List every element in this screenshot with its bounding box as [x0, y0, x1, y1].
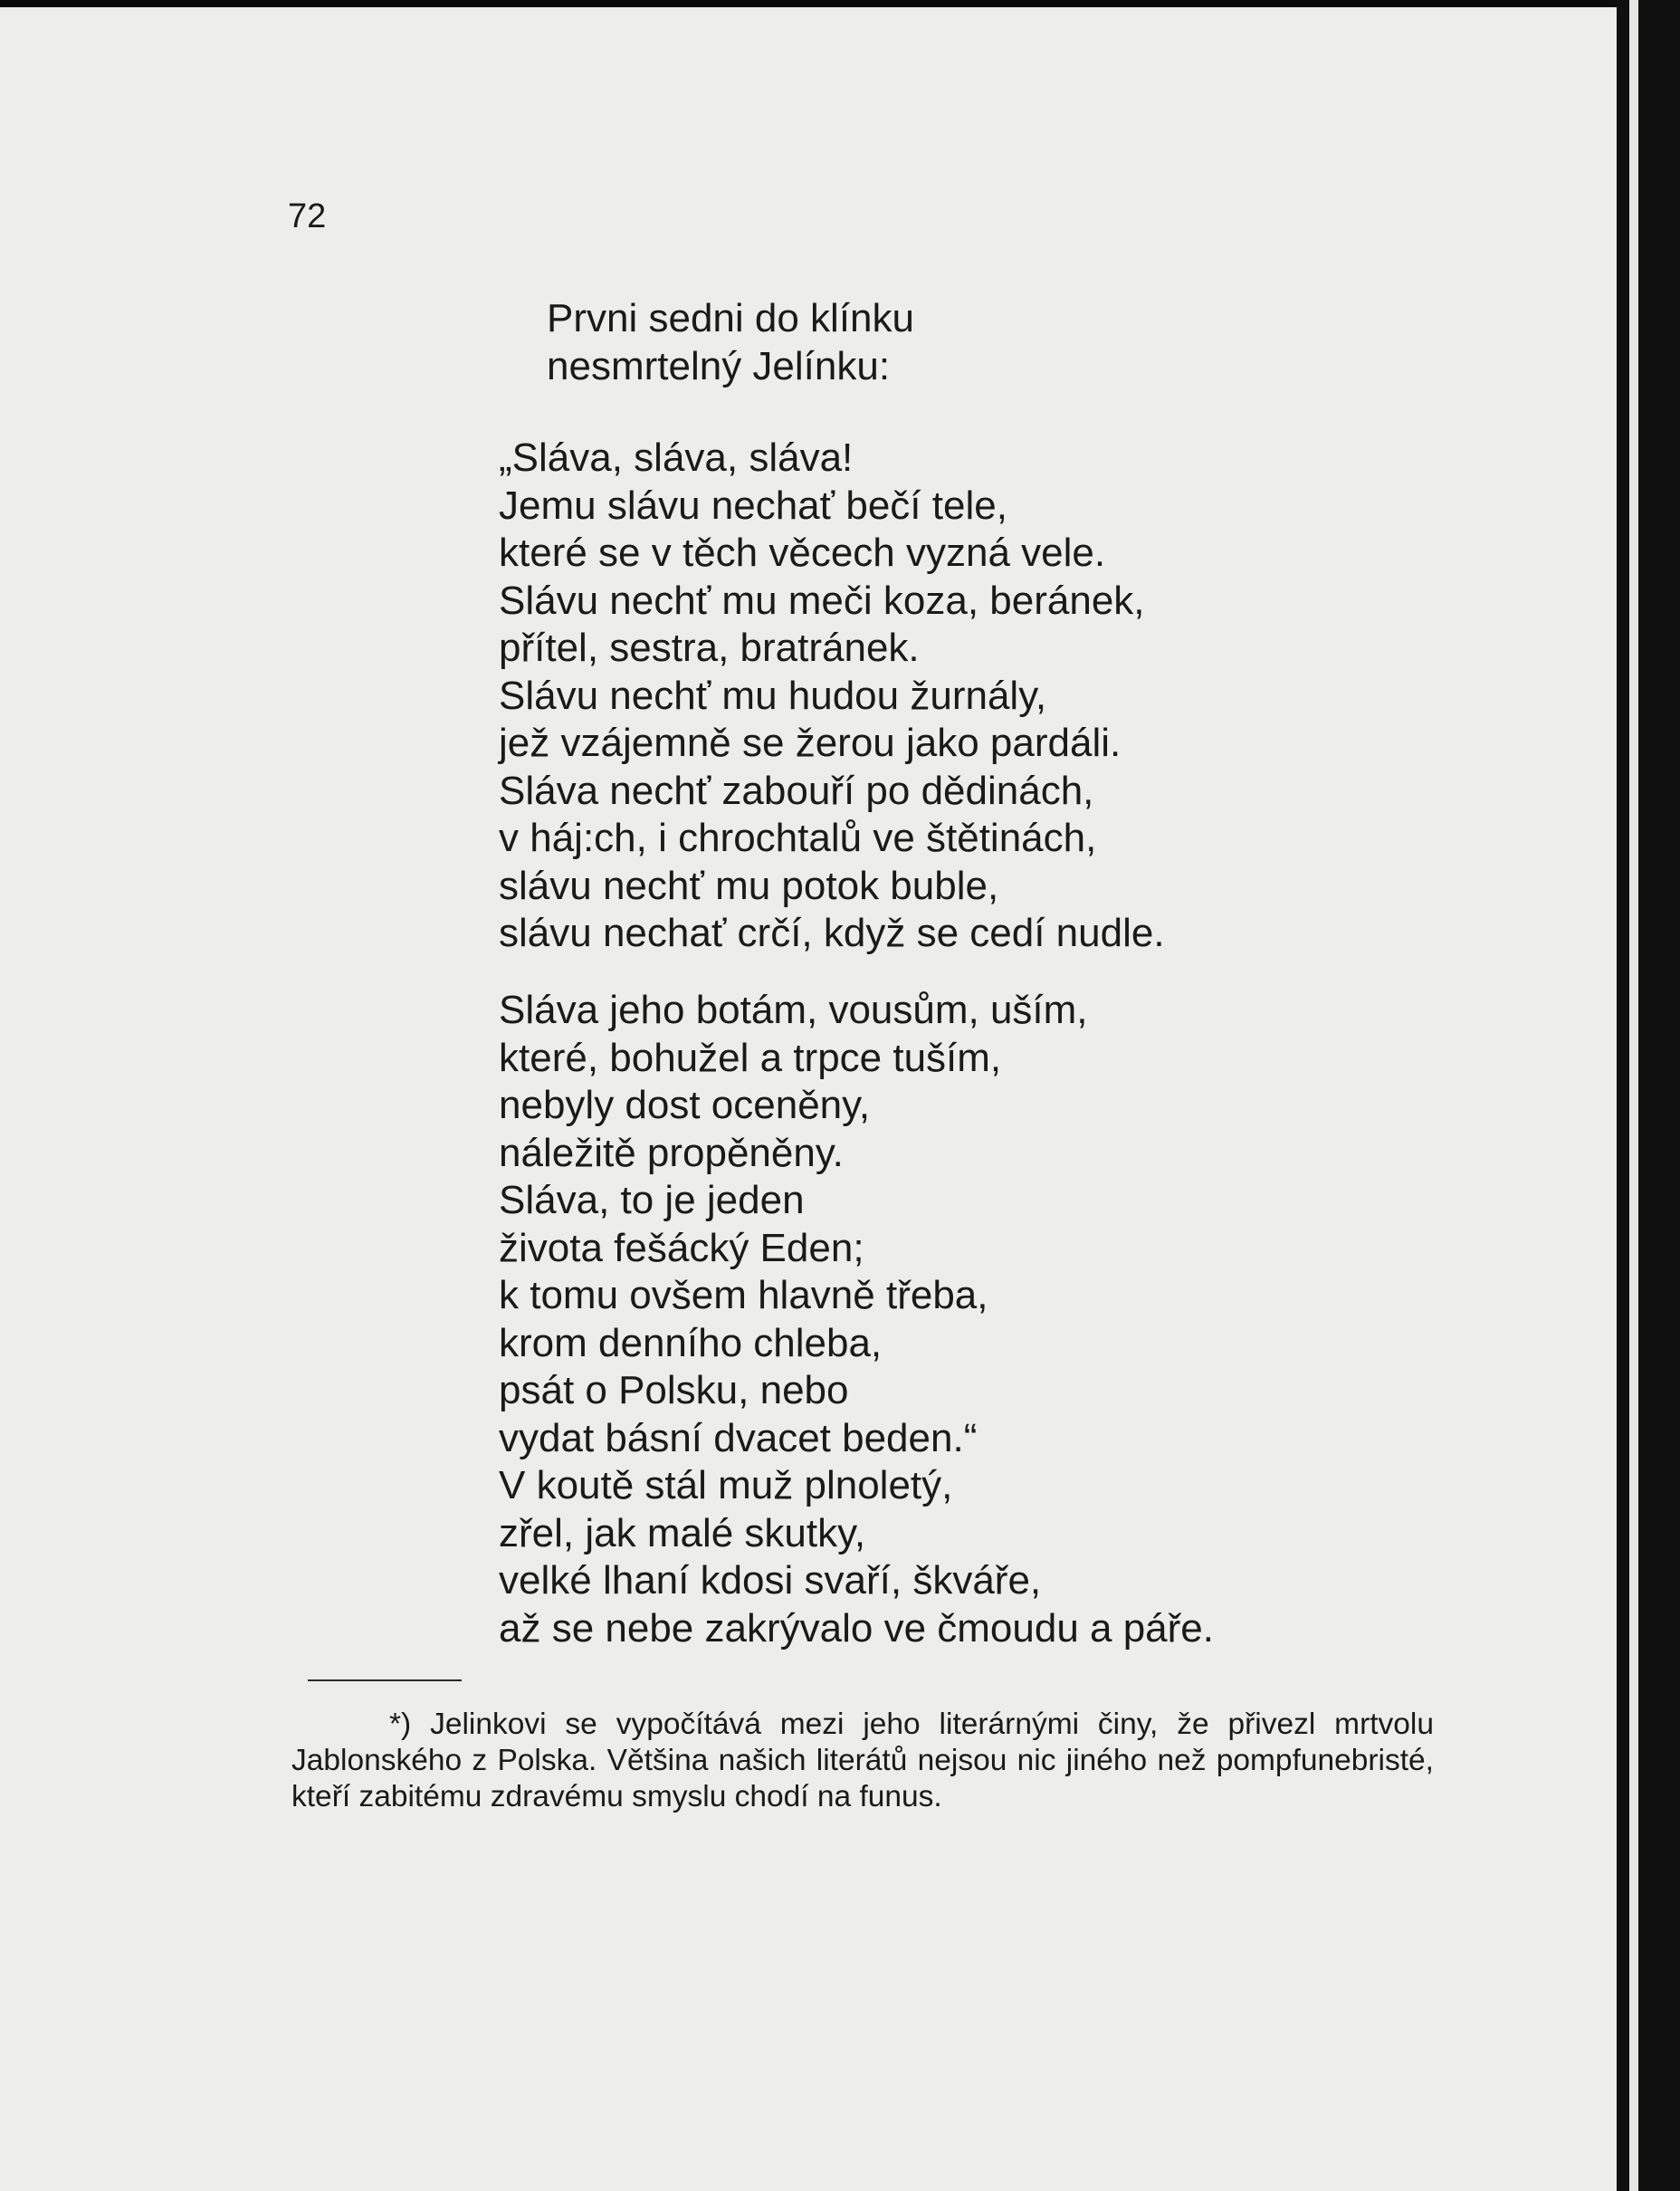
poem-line: vydat básní dvacet beden.“ [499, 1415, 978, 1460]
poem-line: náležitě propěněny. [499, 1130, 844, 1175]
poem-line: slávu nechť mu potok buble, [499, 863, 999, 908]
poem-line: k tomu ovšem hlavně třeba, [499, 1273, 988, 1317]
poem-stanza [499, 435, 1165, 958]
poem-line: Sláva nechť zabouří po dědinách, [499, 768, 1094, 813]
poem-line: zřel, jak malé skutky, [499, 1510, 866, 1555]
poem-line: velké lhaní kdosi svaří, škváře, [499, 1558, 1042, 1603]
page-number: 72 [288, 197, 327, 235]
poem-line: jež vzájemně se žerou jako pardáli. [499, 721, 1122, 765]
poem-line: V koutě stál muž plnoletý, [499, 1463, 953, 1507]
poem-line: „Sláva, sláva, sláva! [499, 435, 854, 480]
poem-line: krom denního chleba, [499, 1320, 883, 1365]
poem-line: Prvni sedni do klínku [547, 296, 914, 340]
footnote: *) Jelinkovi se vypočítává mezi jeho literárnými činy, že přivezl mrtvolu Jablonského z Polska. Většina našich literátů nejsou nic jiného než pompfunebristé, kteří zabitému zdravému smyslu chodí na funus. [291, 1708, 1434, 1813]
poem-line: Slávu nechť mu meči koza, beránek, [499, 578, 1145, 623]
scan-edge-dark [1617, 0, 1680, 2191]
poem-line: života fešácký Eden; [499, 1225, 864, 1270]
poem-line: přítel, sestra, bratránek. [499, 626, 920, 670]
poem-line: Slávu nechť mu hudou žurnály, [499, 673, 1047, 718]
poem-line: Sláva jeho botám, vousům, uším, [499, 988, 1088, 1032]
poem-stanza-intro [547, 295, 914, 390]
poem-line: které, bohužel a trpce tuším, [499, 1035, 1002, 1080]
poem-stanza [499, 987, 1214, 1652]
poem-line: Sláva, to je jeden [499, 1178, 805, 1222]
poem-line: až se nebe zakrývalo ve čmoudu a páře. [499, 1605, 1215, 1650]
poem-line: slávu nechať crčí, když se cedí nudle. [499, 911, 1165, 955]
poem-line: nebyly dost oceněny, [499, 1083, 871, 1127]
poem-line: psát o Polsku, nebo [499, 1368, 849, 1412]
poem-line: nesmrtelný Jelínku: [547, 343, 891, 388]
poem-line: které se v těch věcech vyzná vele. [499, 531, 1106, 575]
footnote-divider [308, 1679, 462, 1681]
poem-line: Jemu slávu nechať bečí tele, [499, 483, 1007, 528]
poem-line: v háj:ch, i chrochtalů ve štětinách, [499, 816, 1097, 860]
scan-edge-page-strip [1629, 0, 1638, 2191]
